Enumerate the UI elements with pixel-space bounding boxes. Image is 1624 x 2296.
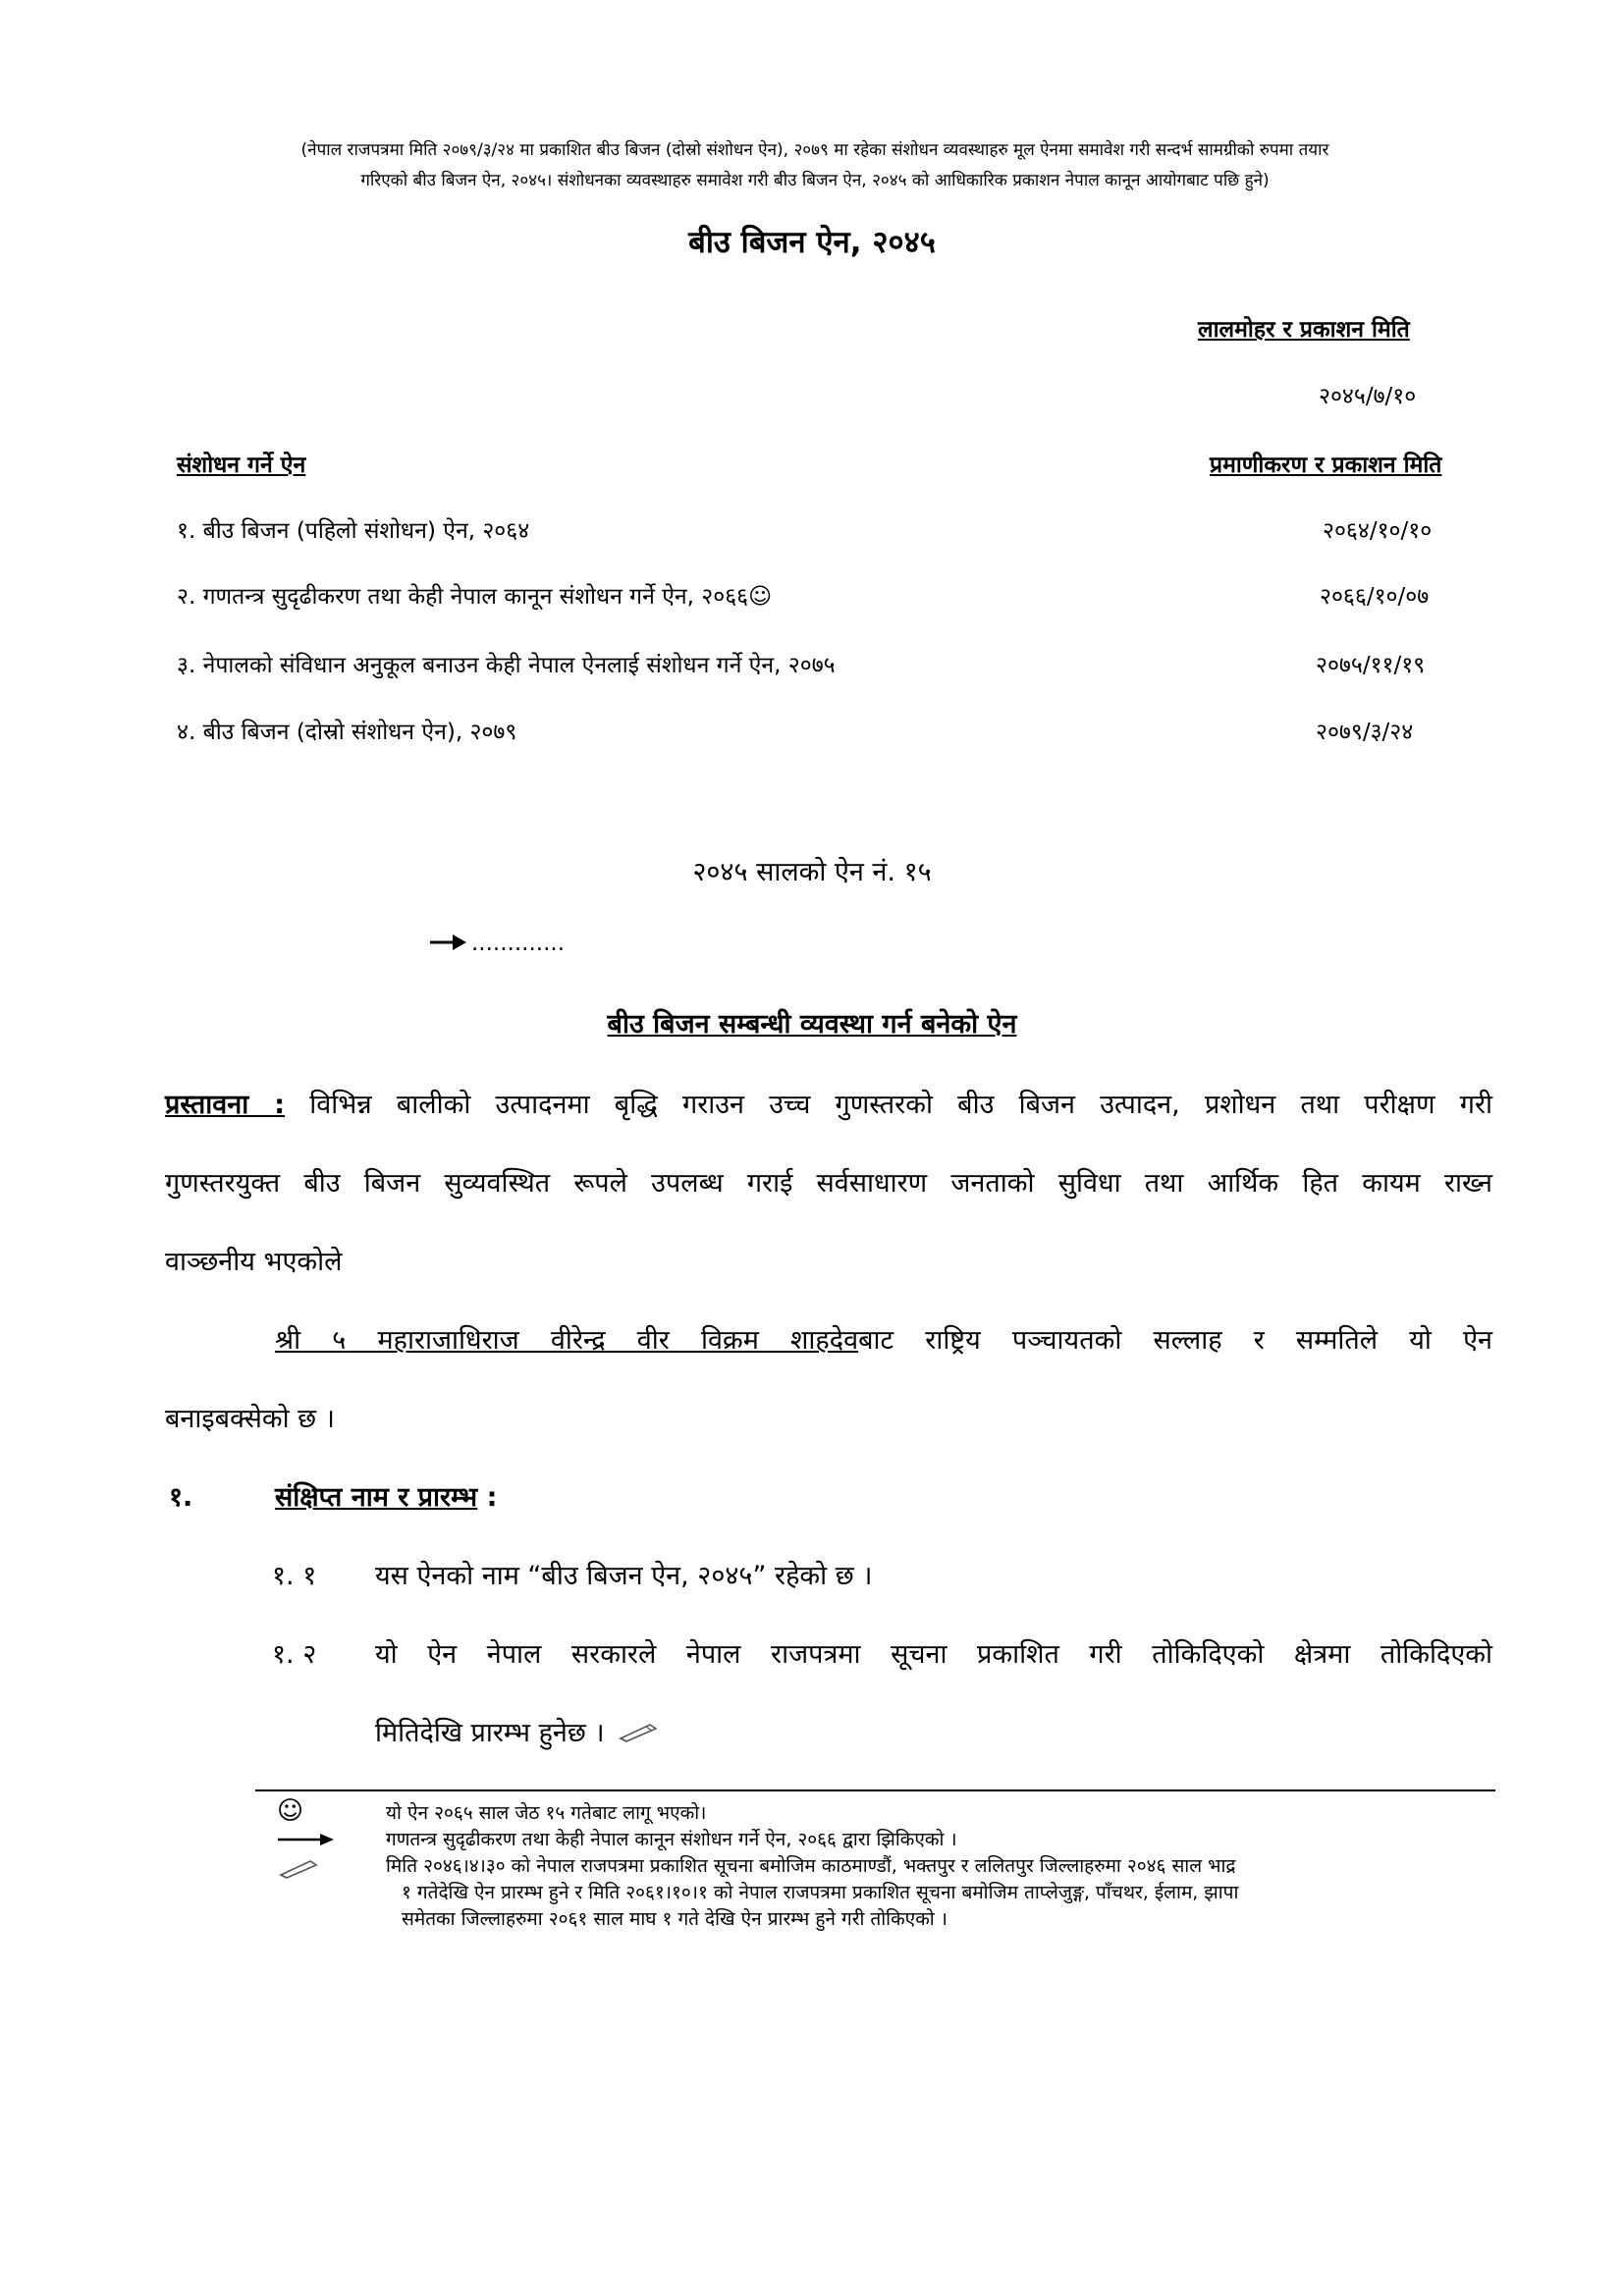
arrow-right-icon (429, 931, 468, 954)
enactment-struck-text: श्री ५ महाराजाधिराज वीरेन्द्र वीर विक्रम शाहदेव (275, 1325, 859, 1356)
footnote-2-text: गणतन्त्र सुदृढीकरण तथा केही नेपाल कानून संशोधन गर्ने ऐन, २०६६ द्वारा झिकिएको । (386, 1829, 957, 1850)
pencil-icon-footnote (277, 1857, 320, 1879)
smiley-icon: ☺ (277, 1796, 304, 1826)
footnote-3 (386, 1853, 1505, 1933)
preamble-line-2: गुणस्तरयुक्त बीउ बिजन सुव्यवस्थित रूपले उपलब्ध गराई सर्वसाधारण जनताको सुविधा तथा आर्थिक हित कायम राख्न (165, 1168, 1492, 1199)
removed-text-dots: ............. (471, 931, 566, 956)
header-note-line-1: (नेपाल राजपत्रमा मिति २०७९/३/२४ मा प्रकाशित बीउ बिजन (दोस्रो संशोधन ऐन), २०७९ मा रहेका संशोधन व्यवस्थाहरु मूल ऐनमा समावेश गरी सन्दर्भ सामग्रीको रुपमा तयार (300, 140, 1329, 160)
footnote-1-text: यो ऐन २०६५ साल जेठ १५ गतेबाट लागू भएको। (386, 1802, 707, 1824)
amendment-row-1-name: १. बीउ बिजन (पहिलो संशोधन) ऐन, २०६४ (177, 518, 530, 544)
amendment-column-act: संशोधन गर्ने ऐन (177, 453, 306, 478)
subsection-1-1-text: यस ऐनको नाम “बीउ बिजन ऐन, २०४५” रहेको छ । (375, 1561, 873, 1591)
lalmohar-heading: लालमोहर र प्रकाशन मिति (1198, 317, 1410, 343)
amendment-row-4-name: ४. बीउ बिजन (दोस्रो संशोधन ऐन), २०७९ (177, 720, 517, 745)
enactment-line-1 (275, 1320, 1492, 1357)
amendment-row-3-name: ३. नेपालको संविधान अनुकूल बनाउन केही नेपाल ऐनलाई संशोधन गर्ने ऐन, २०७५ (177, 653, 836, 678)
subsection-1-2-number: १. २ (272, 1639, 317, 1670)
preamble-line-1 (165, 1085, 1492, 1121)
section-1-heading-wrap (275, 1477, 497, 1514)
footnote-3-line-2: १ गतेदेखि ऐन प्रारम्भ हुने र मिति २०६१।१०।१ को नेपाल राजपत्रमा प्रकाशित सूचना बमोजिम ताप्लेजुङ्ग, पाँचथर, ईलाम, झापा (402, 1882, 1239, 1903)
lalmohar-date: २०४५/७/१० (1319, 384, 1417, 409)
amendment-row-3-date: २०७५/११/१९ (1316, 653, 1426, 678)
page-title: बीउ बिजन ऐन, २०४५ (688, 225, 936, 260)
subsection-1-2-line-1: यो ऐन नेपाल सरकारले नेपाल राजपत्रमा सूचना प्रकाशित गरी तोकिदिएको क्षेत्रमा तोकिदिएको (375, 1639, 1492, 1670)
act-title: बीउ बिजन सम्बन्धी व्यवस्था गर्न बनेको ऐन (607, 1009, 1017, 1040)
act-number: २०४५ सालको ऐन नं. १५ (692, 857, 932, 887)
amendment-column-date: प्रमाणीकरण र प्रकाशन मिति (1210, 453, 1442, 478)
subsection-1-2-line-2-wrap (375, 1713, 660, 1749)
footnote-3-line-1: मिति २०४६।४।३० को नेपाल राजपत्रमा प्रकाशित सूचना बमोजिम काठमाण्डौं, भक्तपुर र ललितपुर जिल्लाहरुमा २०४६ साल भाद्र (386, 1855, 1236, 1877)
subsection-1-2-line-2: मितिदेखि प्रारम्भ हुनेछ । (375, 1718, 605, 1748)
preamble-text-1: विभिन्न बालीको उत्पादनमा बृद्धि गराउन उच्च गुणस्तरको बीउ बिजन उत्पादन, प्रशोधन तथा परीक्षण गरी (309, 1090, 1493, 1120)
amendment-row-1-date: २०६४/१०/१० (1323, 518, 1433, 544)
header-note-line-2: गरिएको बीउ बिजन ऐन, २०४५। संशोधनका व्यवस्थाहरु समावेश गरी बीउ बिजन ऐन, २०४५ को आधिकारिक प्रकाशन नेपाल कानून आयोगबाट पछि हुने) (360, 171, 1270, 190)
amendment-row-2-date: २०६६/१०/०७ (1320, 584, 1430, 610)
section-1-colon: : (486, 1482, 498, 1513)
preamble-label: प्रस्तावना : (165, 1090, 286, 1120)
footnote-3-line-3: समेतका जिल्लाहरुमा २०६१ साल माघ १ गते देखि ऐन प्रारम्भ हुने गरी तोकिएको । (402, 1908, 947, 1930)
arrow-right-icon-footnote (277, 1832, 336, 1847)
footnote-divider (255, 1789, 1495, 1791)
enactment-line-2: बनाइबक्सेको छ । (165, 1404, 335, 1434)
amendment-row-2-name: २. गणतन्त्र सुदृढीकरण तथा केही नेपाल कानून संशोधन गर्ने ऐन, २०६६☺ (177, 584, 773, 610)
preamble-line-3: वाञ्छनीय भएकोले (165, 1247, 343, 1277)
enactment-text: बाट राष्ट्रिय पञ्चायतको सल्लाह र सम्मतिले यो ऐन (858, 1325, 1492, 1356)
section-1-heading: संक्षिप्त नाम र प्रारम्भ (275, 1482, 478, 1513)
pencil-icon (617, 1719, 660, 1749)
amendment-row-4-date: २०७९/३/२४ (1316, 720, 1414, 745)
header-note (167, 135, 1463, 196)
subsection-1-1-number: १. १ (272, 1561, 317, 1591)
section-1-number: १. (169, 1482, 193, 1513)
